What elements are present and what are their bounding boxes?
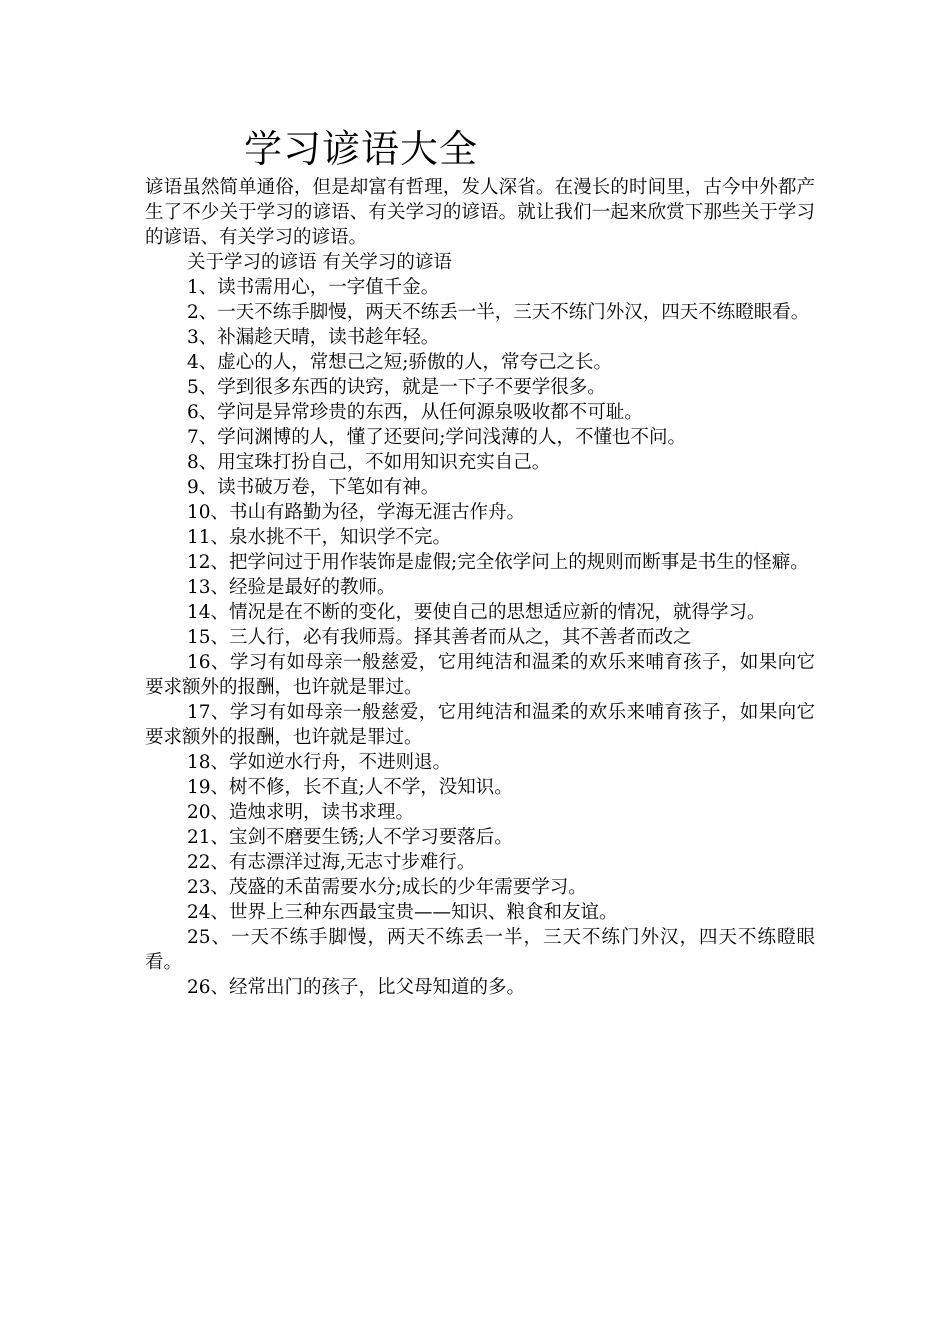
proverb-item-15: 15、三人行，必有我师焉。择其善者而从之，其不善者而改之	[187, 627, 692, 648]
proverb-item-24: 24、世界上三种东西最宝贵——知识、粮食和友谊。	[187, 902, 618, 923]
proverb-item-22: 22、有志漂洋过海,无志寸步难行。	[187, 852, 476, 873]
proverb-item-18: 18、学如逆水行舟，不进则退。	[187, 752, 452, 773]
proverb-item-17: 17、学习有如母亲一般慈爱，它用纯洁和温柔的欢乐来哺育孩子，如果向它要求额外的报酬，也许就是罪过。	[145, 702, 815, 748]
proverb-item-13: 13、经验是最好的教师。	[187, 577, 396, 598]
page-title: 学习谚语大全	[244, 127, 479, 171]
proverb-item-26: 26、经常出门的孩子，比父母知道的多。	[187, 977, 526, 998]
proverb-item-21: 21、宝剑不磨要生锈;人不学习要落后。	[187, 827, 513, 848]
proverb-item-14: 14、情况是在不断的变化，要使自己的思想适应新的情况，就得学习。	[187, 602, 766, 623]
proverb-item-19: 19、树不修，长不直;人不学，没知识。	[187, 777, 513, 798]
proverb-item-12: 12、把学问过于用作装饰是虚假;完全依学问上的规则而断事是书生的怪癖。	[187, 552, 809, 573]
proverb-item-25: 25、一天不练手脚慢，两天不练丢一半，三天不练门外汉，四天不练瞪眼看。	[145, 927, 815, 973]
proverb-item-23: 23、茂盛的禾苗需要水分;成长的少年需要学习。	[187, 877, 587, 898]
document-body	[145, 175, 815, 1000]
proverb-item-2: 2、一天不练手脚慢，两天不练丢一半，三天不练门外汉，四天不练瞪眼看。	[187, 302, 810, 323]
proverb-item-11: 11、泉水挑不干，知识学不完。	[187, 527, 452, 548]
section-subheading: 关于学习的谚语 有关学习的谚语	[187, 252, 452, 273]
proverb-item-10: 10、书山有路勤为径，学海无涯古作舟。	[187, 502, 526, 523]
proverb-item-3: 3、补漏趁天晴，读书趁年轻。	[187, 327, 440, 348]
proverb-item-8: 8、用宝珠打扮自己，不如用知识充实自己。	[187, 452, 551, 473]
proverb-item-16: 16、学习有如母亲一般慈爱，它用纯洁和温柔的欢乐来哺育孩子，如果向它要求额外的报酬，也许就是罪过。	[145, 652, 815, 698]
proverb-item-6: 6、学问是异常珍贵的东西，从任何源泉吸收都不可耻。	[187, 402, 643, 423]
intro-paragraph: 谚语虽然简单通俗，但是却富有哲理，发人深省。在漫长的时间里，古今中外都产生了不少关于学习的谚语、有关学习的谚语。就让我们一起来欣赏下那些关于学习的谚语、有关学习的谚语。	[145, 177, 815, 248]
proverb-item-4: 4、虚心的人，常想己之短;骄傲的人，常夸己之长。	[187, 352, 613, 373]
proverb-item-1: 1、读书需用心，一字值千金。	[187, 277, 440, 298]
proverb-item-9: 9、读书破万卷，下笔如有神。	[187, 477, 440, 498]
proverb-item-20: 20、造烛求明，读书求理。	[187, 802, 415, 823]
proverb-item-7: 7、学问渊博的人，懂了还要问;学问浅薄的人，不懂也不问。	[187, 427, 687, 448]
proverb-item-5: 5、学到很多东西的诀窍，就是一下子不要学很多。	[187, 377, 606, 398]
